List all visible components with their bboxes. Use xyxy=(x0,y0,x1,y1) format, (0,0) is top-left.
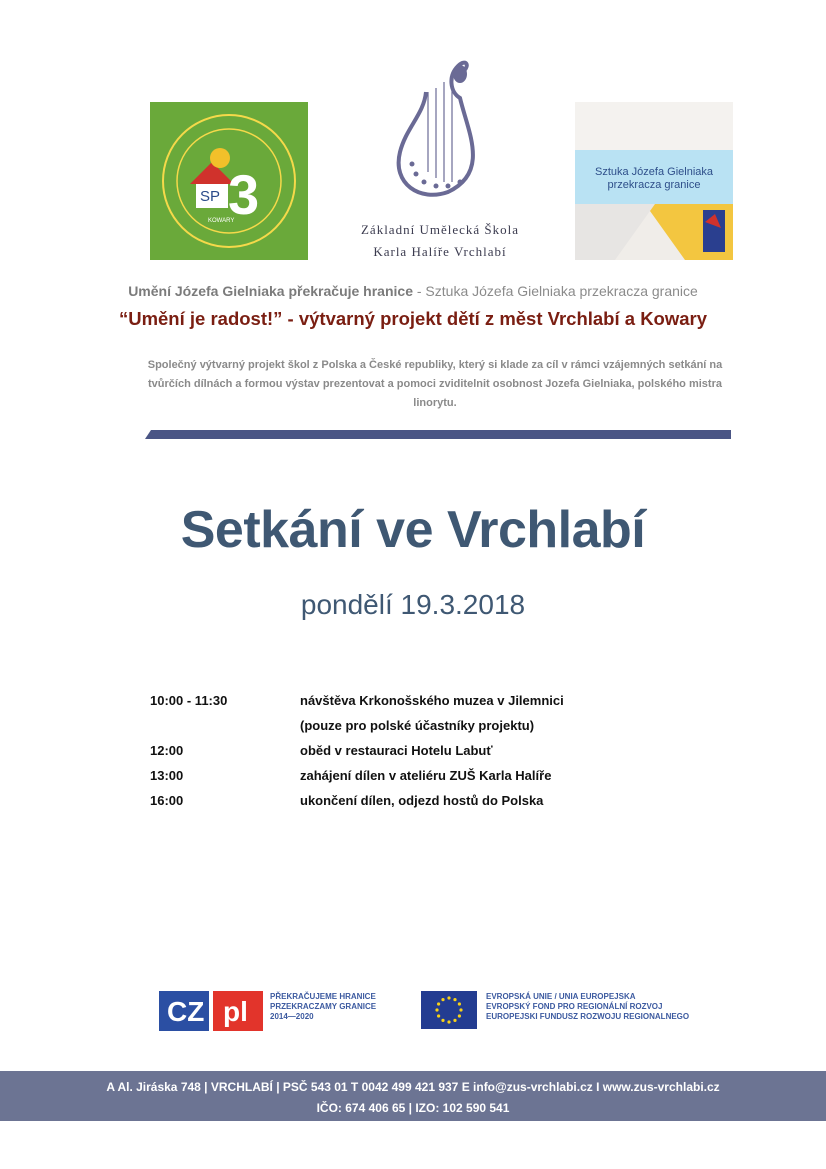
schedule-time: 16:00 xyxy=(150,793,184,808)
harp-emblem-icon xyxy=(340,52,540,212)
eu-line2: EVROPSKÝ FOND PRO REGIONÁLNÍ ROZVOJ xyxy=(486,1002,663,1011)
schedule-time: 13:00 xyxy=(150,768,184,783)
svg-text:KOWARY: KOWARY xyxy=(208,218,235,224)
contact-address: A Al. Jiráska 748 | VRCHLABÍ | PSČ 543 01 T 0042 499 421 937 E info@zus-vrchlabi.cz I www.zus-vrchlabi.cz xyxy=(106,1080,720,1094)
schedule-activity: oběd v restauraci Hotelu Labuť xyxy=(300,743,493,758)
eu-line3: EUROPEJSKI FUNDUSZ ROZWOJU REGIONALNEGO xyxy=(486,1012,690,1021)
svg-text:SP: SP xyxy=(200,188,221,205)
schedule-row xyxy=(150,743,750,768)
czpl-line1: PŘEKRAČUJEME HRANICE xyxy=(270,992,376,1001)
schedule-activity: návštěva Krkonošského muzea v Jilemnici xyxy=(300,693,564,708)
project-subtitle xyxy=(0,283,826,299)
sp3-logo-graphic xyxy=(150,102,308,260)
czpl-line3: 2014—2020 xyxy=(270,1012,314,1021)
event-date: pondělí 19.3.2018 xyxy=(300,589,526,620)
czpl-text xyxy=(270,992,420,1022)
schedule-activity: zahájení dílen v ateliéru ZUŠ Karla Halíře xyxy=(300,768,552,783)
subtitle-czech: Umění Józefa Gielniaka překračuje hranice xyxy=(128,283,413,299)
sztuka-gielniaka-logo xyxy=(575,102,733,260)
funding-logos xyxy=(153,983,725,1038)
eu-line1: EVROPSKÁ UNIE / UNIA EUROPEJSKA xyxy=(486,992,636,1001)
zus-name-line2: Karla Halíře Vrchlabí xyxy=(373,244,507,259)
sztuka-text xyxy=(579,166,729,192)
cz-pl-logo xyxy=(159,991,264,1031)
zus-vrchlabi-logo xyxy=(340,52,540,272)
schedule-row xyxy=(150,693,750,718)
eu-text xyxy=(486,992,736,1022)
svg-text:3: 3 xyxy=(228,163,260,226)
contact-ids: IČO: 674 406 65 | IZO: 102 590 541 xyxy=(316,1101,510,1115)
zus-name-line1: Základní Umělecká Škola xyxy=(360,222,519,237)
project-description: Společný výtvarný projekt škol z Polska a České republiky, který si klade za cíl v rámci vzájemných setkání na tvůrčích dílnách a formou výstav prezentovat a pomoci zviditelnit osobnost Jozefa Gielniaka, polského mistra linorytu. xyxy=(147,359,723,409)
schedule-time: 10:00 - 11:30 xyxy=(150,693,228,708)
eu-flag-icon xyxy=(421,991,477,1029)
sp3-kowary-logo xyxy=(150,102,308,260)
schedule-row xyxy=(150,793,750,818)
svg-text:CZ: CZ xyxy=(167,996,205,1027)
subtitle-polish: - Sztuka Józefa Gielniaka przekracza granice xyxy=(412,283,698,299)
schedule-list xyxy=(150,693,750,818)
czpl-line2: PRZEKRACZAMY GRANICE xyxy=(270,1002,377,1011)
project-title: “Umění je radost!” - výtvarný projekt dětí z měst Vrchlabí a Kowary xyxy=(118,308,708,329)
eu-stars-graphic xyxy=(421,991,477,1029)
schedule-activity: ukončení dílen, odjezd hostů do Polska xyxy=(300,793,544,808)
sztuka-text-line2: przekracza granice xyxy=(607,179,701,191)
schedule-activity: (pouze pro polské účastníky projektu) xyxy=(300,718,535,733)
svg-text:pl: pl xyxy=(223,996,248,1027)
header-divider xyxy=(145,430,731,439)
schedule-row xyxy=(150,718,750,743)
event-title: Setkání ve Vrchlabí xyxy=(180,501,646,559)
contact-footer xyxy=(0,1071,826,1121)
sztuka-text-line1: Sztuka Józefa Gielniaka xyxy=(594,166,713,178)
schedule-time: 12:00 xyxy=(150,743,184,758)
schedule-row xyxy=(150,768,750,793)
